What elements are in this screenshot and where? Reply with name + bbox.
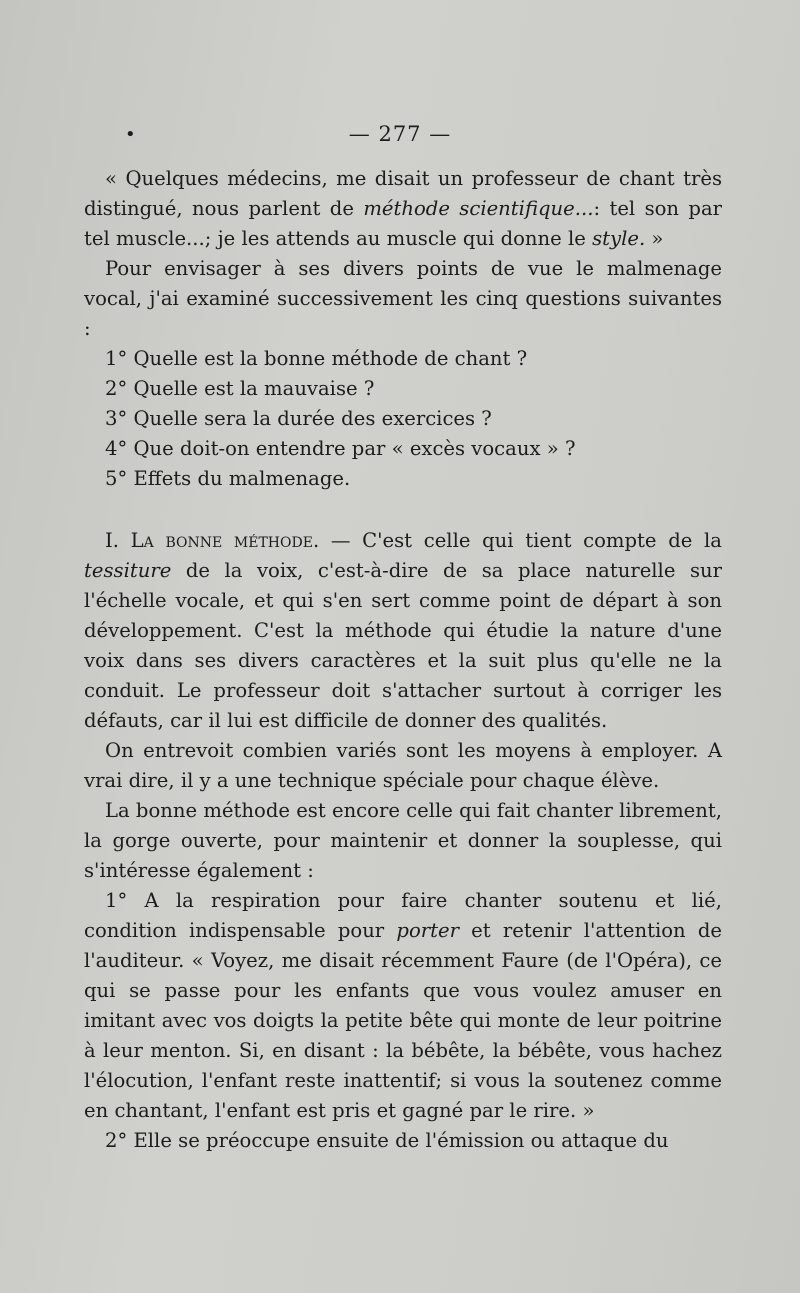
section-spacer bbox=[84, 494, 722, 526]
section-numeral: I. bbox=[105, 529, 119, 552]
paragraph-intro: Pour envisager à ses divers points de vue le malmenage vocal, j'ai examiné successivement les cinq questions suivantes : bbox=[84, 257, 722, 340]
question-item: 5° Effets du malmenage. bbox=[105, 467, 351, 490]
question-item: 1° Quelle est la bonne méthode de chant ? bbox=[105, 347, 528, 370]
paragraph-free-singing: La bonne méthode est encore celle qui fait chanter librement, la gorge ouverte, pour maintenir et donner la souplesse, qui s'intéresse également : bbox=[84, 799, 722, 882]
question-item: 3° Quelle sera la durée des exercices ? bbox=[105, 407, 492, 430]
question-item: 4° Que doit-on entendre par « excès vocaux » ? bbox=[105, 437, 576, 460]
paragraph-quote-professor: « Quelques médecins, me disait un professeur de chant très distingué, nous parlent de méthode scientifique...: tel son par tel muscle...; je les attends au muscle qui donne le style. » bbox=[84, 167, 723, 250]
paragraph-respiration: 1° A la respiration pour faire chanter soutenu et lié, condition indispensable pour porter et retenir l'attention de l'auditeur. « Voyez, me disait récemment Faure (de l'Opéra), ce qui se passe pour les enfants que vous voulez amuser en imitant avec vos doigts la petite bête qui monte de leur poitrine à leur menton. Si, en disant : la bébête, la bébête, vous hachez l'élocution, l'enfant reste inattentif; si vous la soutenez comme en chantant, l'enfant est pris et gagné par le rire. » bbox=[84, 889, 722, 1122]
paragraph-emission: 2° Elle se préoccupe ensuite de l'émission ou attaque du bbox=[105, 1129, 669, 1152]
body-text bbox=[84, 164, 722, 1156]
paragraph-techniques: On entrevoit combien variés sont les moyens à employer. A vrai dire, il y a une technique spéciale pour chaque élève. bbox=[84, 739, 722, 792]
page-number: — 277 — bbox=[348, 122, 452, 146]
page-mark: • bbox=[125, 124, 136, 145]
section-heading: La bonne méthode. bbox=[130, 529, 320, 552]
question-item: 2° Quelle est la mauvaise ? bbox=[105, 377, 375, 400]
paragraph-section-1: I. La bonne méthode. — C'est celle qui tient compte de la tessiture de la voix, c'est-à-dire de sa place naturelle sur l'échelle vocale, et qui s'en sert comme point de départ à son développement. C'est la méthode qui étudie la nature d'une voix dans ses divers caractères et la suit plus qu'elle ne la conduit. Le professeur doit s'attacher surtout à corriger les défauts, car il lui est difficile de donner des qualités. bbox=[84, 529, 722, 732]
